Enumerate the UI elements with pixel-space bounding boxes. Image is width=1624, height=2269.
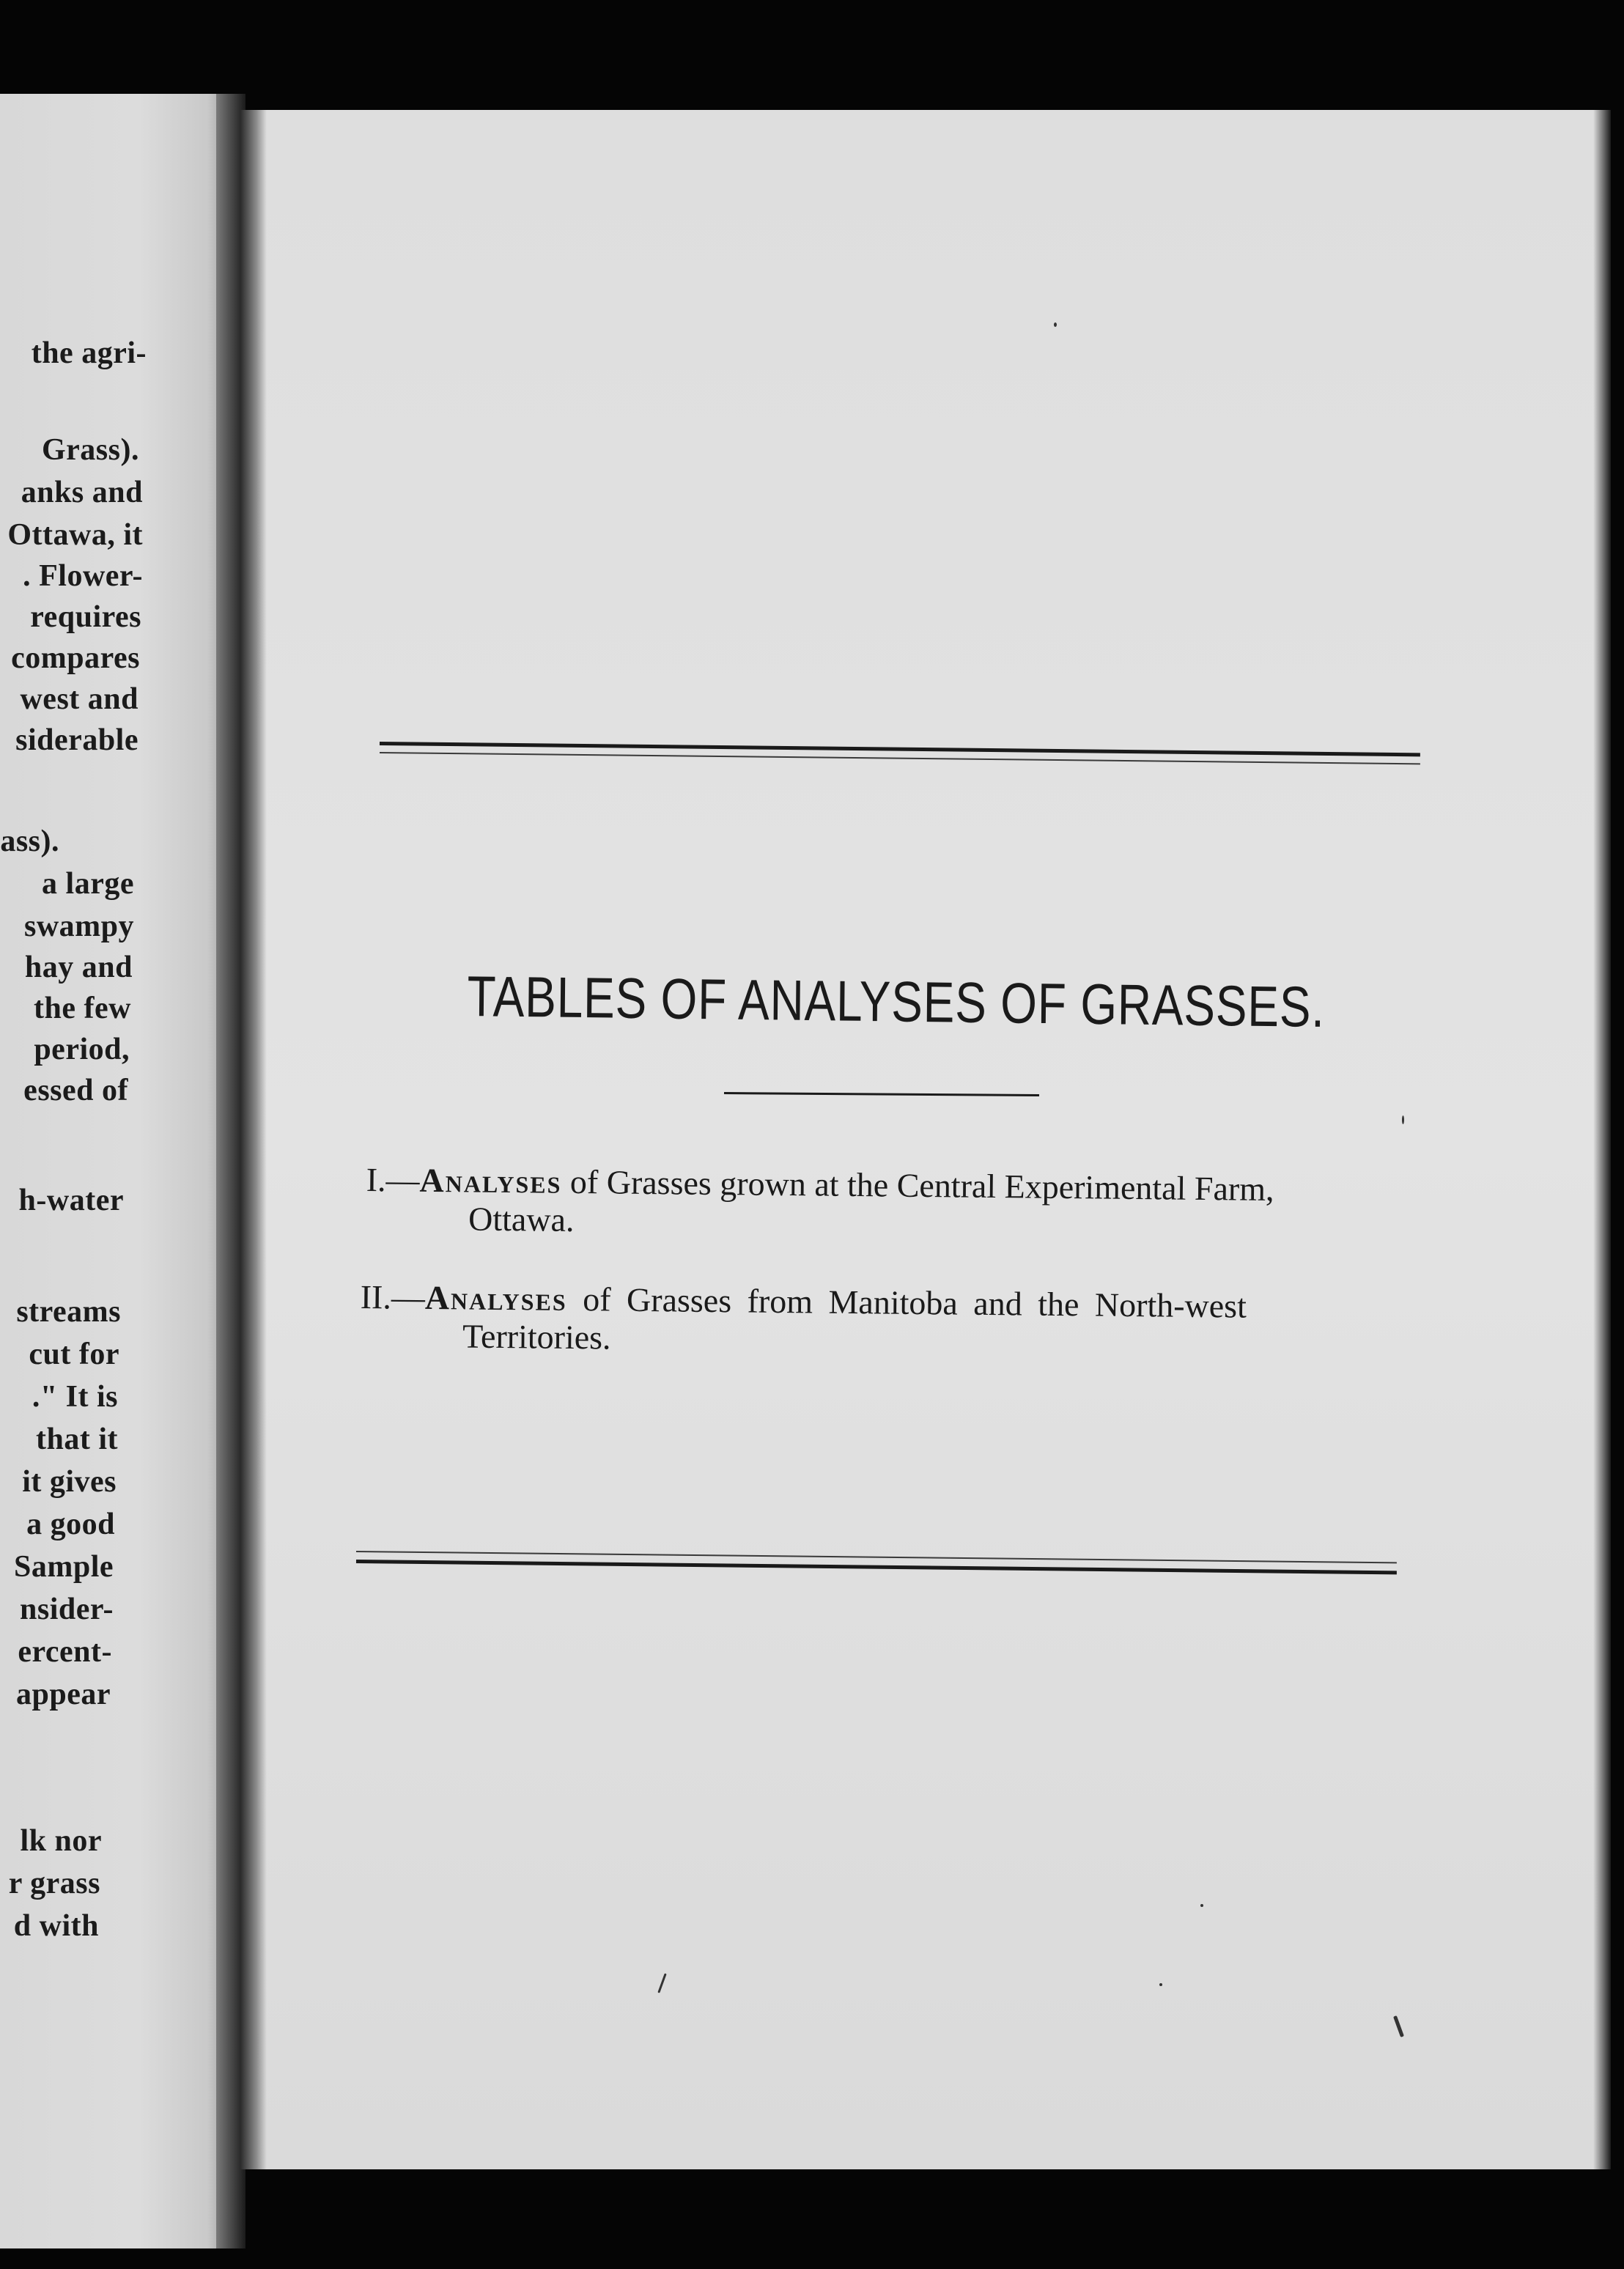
print-mark xyxy=(657,1973,666,1993)
left-text-line: swampy xyxy=(23,910,134,943)
left-text-line: ." It is xyxy=(32,1380,118,1414)
left-text-line: the agri- xyxy=(31,336,147,370)
print-speck xyxy=(1402,1115,1404,1124)
left-text-line: essed of xyxy=(23,1074,128,1107)
left-text-line: appear xyxy=(16,1678,111,1711)
entry-numeral: II.— xyxy=(360,1278,426,1316)
left-text-line: siderable xyxy=(15,723,139,757)
left-text-line: streams xyxy=(16,1295,121,1329)
contents-entry-1 xyxy=(366,1161,1510,1249)
contents-entry-2 xyxy=(360,1278,1504,1366)
entry-numeral: I.— xyxy=(366,1161,420,1199)
title-page xyxy=(240,110,1611,2169)
left-text-line: a large xyxy=(42,867,134,901)
left-text-line: that it xyxy=(36,1423,118,1456)
left-text-line: r grass xyxy=(8,1867,100,1900)
left-text-line: ercent- xyxy=(18,1635,112,1669)
entry-continuation: Ottawa. xyxy=(468,1200,575,1239)
left-text-line: requires xyxy=(30,600,141,634)
left-text-line: anks and xyxy=(21,476,143,509)
left-text-line: period, xyxy=(34,1033,130,1066)
left-text-line: . Flower- xyxy=(23,559,143,593)
previous-page-text xyxy=(0,94,231,2248)
left-text-line: ass). xyxy=(0,824,59,858)
left-text-line: Ottawa, it xyxy=(7,518,143,552)
title-underline-rule xyxy=(724,1092,1039,1096)
page-title: TABLES OF ANALYSES OF GRASSES. xyxy=(467,964,1326,1039)
left-text-line: a good xyxy=(26,1508,115,1541)
entry-text: of Grasses grown at the Central Experimental Farm, xyxy=(561,1162,1274,1208)
left-text-line: compares xyxy=(11,641,140,675)
left-text-line: lk nor xyxy=(20,1824,102,1858)
left-text-line: cut for xyxy=(29,1338,119,1371)
print-speck xyxy=(1054,322,1057,327)
left-text-line: h-water xyxy=(18,1184,124,1217)
entry-text: of Grasses from Manitoba and the North-west xyxy=(566,1280,1247,1325)
left-text-line: Grass). xyxy=(42,433,139,467)
left-text-line: it gives xyxy=(22,1465,117,1499)
left-text-line: Sample xyxy=(13,1550,114,1584)
print-speck xyxy=(1159,1983,1162,1986)
entry-continuation: Territories. xyxy=(462,1317,611,1357)
entry-keyword: Analyses xyxy=(419,1161,562,1200)
left-text-line: hay and xyxy=(24,951,133,984)
print-speck xyxy=(1200,1904,1203,1907)
print-mark xyxy=(1393,2015,1404,2037)
previous-page-fragment xyxy=(0,94,231,2248)
left-text-line: west and xyxy=(20,682,139,716)
left-text-line: nsider- xyxy=(20,1593,114,1626)
left-text-line: the few xyxy=(34,992,131,1025)
left-text-line: d with xyxy=(13,1909,99,1943)
entry-keyword: Analyses xyxy=(424,1278,568,1318)
